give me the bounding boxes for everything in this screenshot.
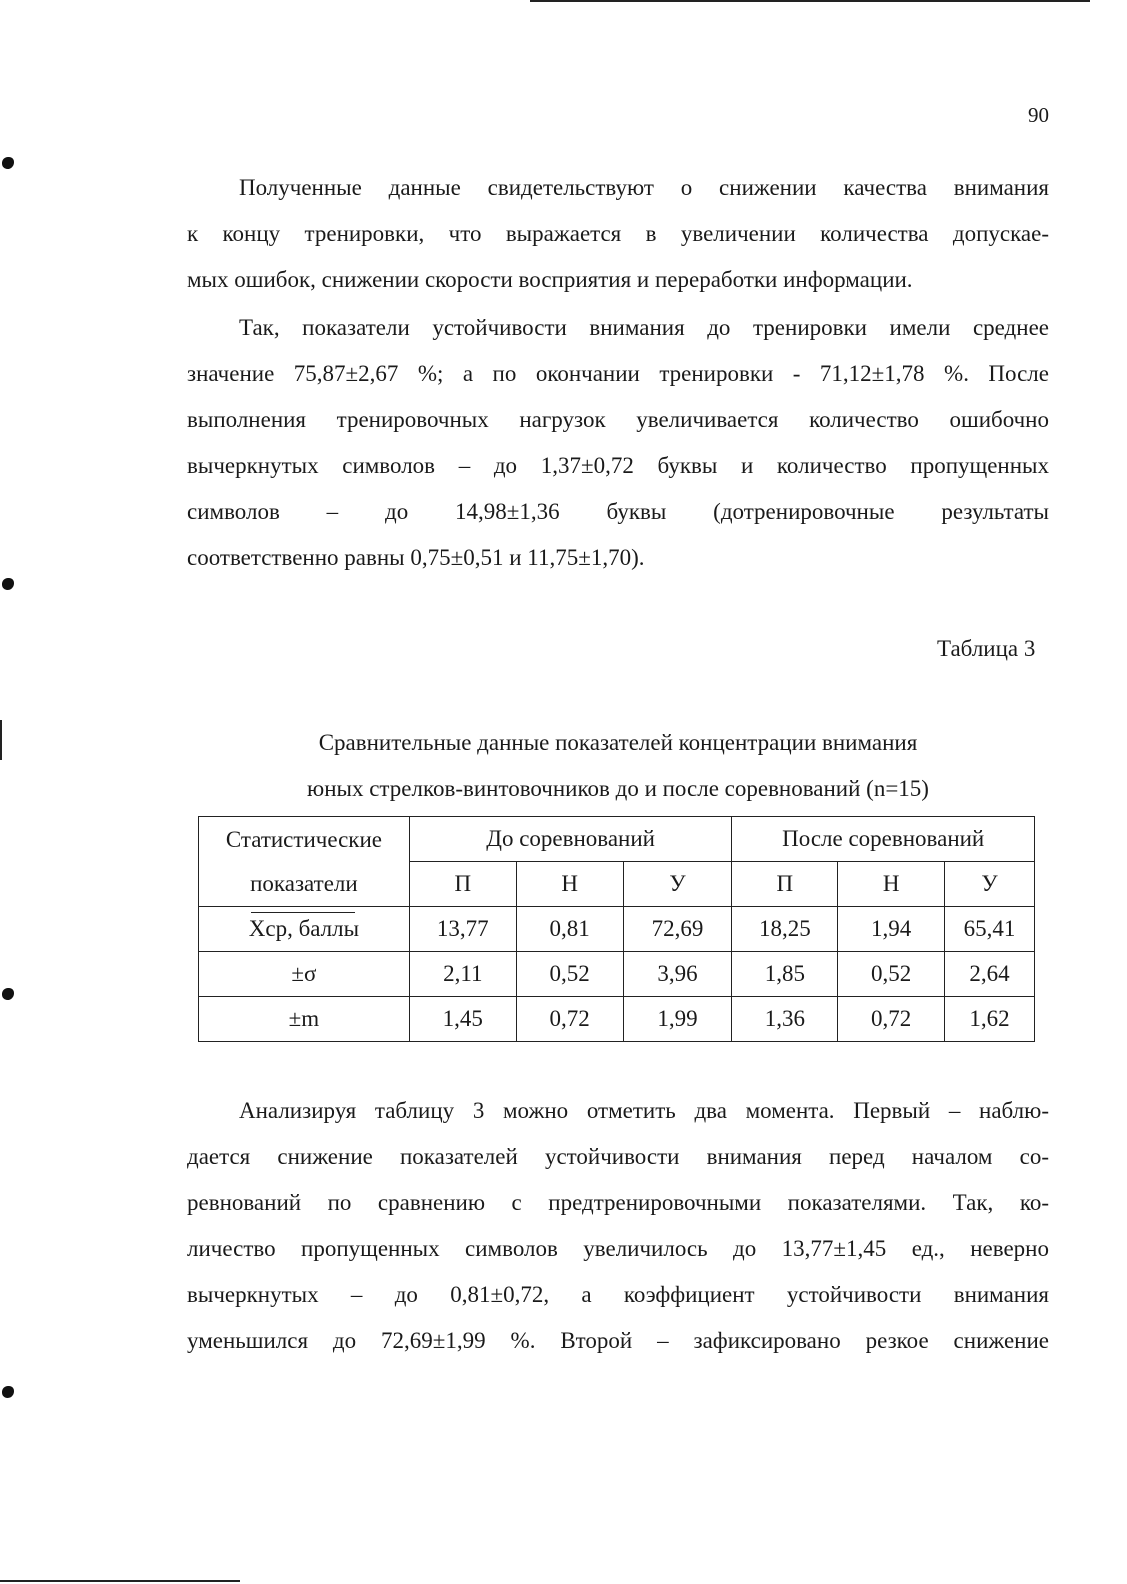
header-stat-line: Статистические bbox=[225, 826, 383, 852]
table-row bbox=[199, 952, 1035, 997]
caption-line: Сравнительные данные показателей концентрации внимания bbox=[318, 730, 918, 755]
table-cell: 2,64 bbox=[945, 952, 1035, 997]
text-line: символов – до 14,98±1,36 буквы (дотренировочные результаты bbox=[187, 499, 1049, 524]
table-cell: 13,77 bbox=[409, 907, 516, 952]
text-line: уменьшился до 72,69±1,99 %. Второй – зафиксировано резкое снижение bbox=[187, 1328, 1049, 1353]
table-cell: 0,72 bbox=[516, 997, 623, 1042]
header-group-before: До соревнований bbox=[409, 817, 732, 862]
table-caption bbox=[187, 720, 1049, 812]
subheader-cell: П bbox=[732, 862, 838, 907]
text-line: Анализируя таблицу 3 можно отметить два момента. Первый – наблю- bbox=[239, 1098, 1049, 1123]
paragraph-3 bbox=[187, 1088, 1049, 1364]
table-cell: 18,25 bbox=[732, 907, 838, 952]
text-line: Полученные данные свидетельствуют о снижении качества внимания bbox=[239, 175, 1049, 200]
table-cell: 1,99 bbox=[623, 997, 732, 1042]
table-cell: 2,11 bbox=[409, 952, 516, 997]
binding-hole-mark bbox=[2, 578, 14, 590]
text-line: вычеркнутых – до 0,81±0,72, а коэффициент устойчивости внимания bbox=[187, 1282, 1049, 1307]
row-label: ±σ bbox=[199, 952, 410, 997]
data-table bbox=[198, 816, 1035, 1042]
table-cell: 72,69 bbox=[623, 907, 732, 952]
text-line: мых ошибок, снижении скорости восприятия и переработки информации. bbox=[187, 267, 913, 292]
subheader-cell: У bbox=[623, 862, 732, 907]
header-stat-line: показатели bbox=[250, 870, 358, 896]
header-group-after: После соревнований bbox=[732, 817, 1035, 862]
subheader-cell: Н bbox=[838, 862, 945, 907]
paragraph-1 bbox=[187, 165, 1049, 303]
row-label-text: Xср, баллы bbox=[248, 916, 360, 941]
table-label: Таблица 3 bbox=[937, 636, 1036, 661]
binding-hole-mark bbox=[2, 1386, 14, 1398]
page-number: 90 bbox=[1028, 103, 1049, 127]
scan-edge-bottom bbox=[0, 1580, 240, 1582]
paragraph-2 bbox=[187, 305, 1049, 581]
row-label bbox=[199, 907, 410, 952]
row-label: ±m bbox=[199, 997, 410, 1042]
subheader-cell: У bbox=[945, 862, 1035, 907]
table-cell: 0,52 bbox=[516, 952, 623, 997]
table-row bbox=[199, 907, 1035, 952]
table-header-row bbox=[199, 817, 1035, 862]
text-line: Так, показатели устойчивости внимания до тренировки имели среднее bbox=[239, 315, 1049, 340]
table-cell: 1,85 bbox=[732, 952, 838, 997]
scan-edge-left bbox=[0, 720, 2, 760]
table-cell: 0,52 bbox=[838, 952, 945, 997]
binding-hole-mark bbox=[2, 157, 14, 169]
text-line: дается снижение показателей устойчивости внимания перед началом со- bbox=[187, 1144, 1049, 1169]
scan-edge-top bbox=[530, 0, 1090, 2]
table-cell: 0,81 bbox=[516, 907, 623, 952]
table-cell: 1,94 bbox=[838, 907, 945, 952]
subheader-cell: Н bbox=[516, 862, 623, 907]
binding-hole-mark bbox=[2, 988, 14, 1000]
header-stat-cell bbox=[199, 817, 410, 907]
text-line: соответственно равны 0,75±0,51 и 11,75±1,70). bbox=[187, 545, 645, 570]
table-cell: 1,36 bbox=[732, 997, 838, 1042]
text-line: ревнований по сравнению с предтренировочными показателями. Так, ко- bbox=[187, 1190, 1049, 1215]
subheader-cell: П bbox=[409, 862, 516, 907]
table-cell: 1,45 bbox=[409, 997, 516, 1042]
caption-line: юных стрелков-винтовочников до и после соревнований (n=15) bbox=[307, 776, 929, 801]
text-line: выполнения тренировочных нагрузок увеличивается количество ошибочно bbox=[187, 407, 1049, 432]
text-line: вычеркнутых символов – до 1,37±0,72 буквы и количество пропущенных bbox=[187, 453, 1049, 478]
table-cell: 1,62 bbox=[945, 997, 1035, 1042]
table-cell: 3,96 bbox=[623, 952, 732, 997]
table-row bbox=[199, 997, 1035, 1042]
table-cell: 0,72 bbox=[838, 997, 945, 1042]
text-line: значение 75,87±2,67 %; а по окончании тренировки - 71,12±1,78 %. После bbox=[187, 361, 1049, 386]
text-line: личество пропущенных символов увеличилось до 13,77±1,45 ед., неверно bbox=[187, 1236, 1049, 1261]
table-cell: 65,41 bbox=[945, 907, 1035, 952]
text-line: к концу тренировки, что выражается в увеличении количества допускае- bbox=[187, 221, 1049, 246]
